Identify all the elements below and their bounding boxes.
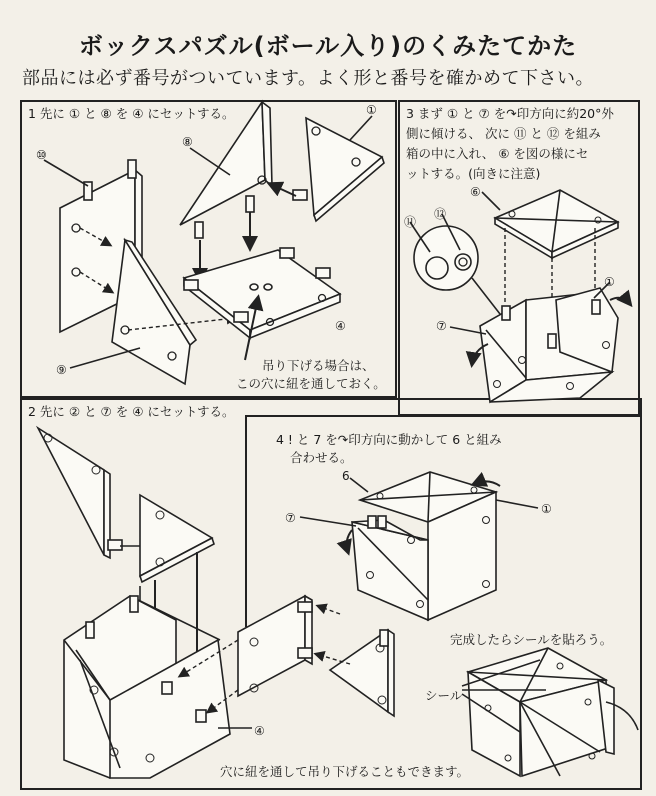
- step2-base: [64, 596, 230, 778]
- step1-piece-4: [184, 248, 340, 338]
- step2-bottom-note: 穴に紐を通して吊り下げることもできます。: [220, 764, 470, 779]
- step3-box: [480, 288, 618, 402]
- step1-piece-9: [112, 240, 196, 384]
- step4-box: [352, 472, 496, 620]
- step2-piece-5: [330, 630, 394, 716]
- step1-hang-note-line1: 吊り下げる場合は、: [262, 358, 375, 373]
- step3-label-11: ⑪: [404, 215, 417, 229]
- step1-label-10: ⑩: [36, 148, 47, 162]
- step2-instruction: 2 先に ② と ⑦ を ④ にセットする。: [28, 404, 235, 419]
- step3-label-12: ⑫: [434, 207, 447, 221]
- step2-label-4: ④: [254, 724, 265, 738]
- step3-line1: 3 まず ① と ⑦ を↷印方向に約20°外: [406, 106, 614, 121]
- page-subtitle: 部品には必ず番号がついています。よく形と番号を確かめて下さい。: [22, 68, 595, 89]
- step1-hang-note-line2: この穴に紐を通しておく。: [236, 376, 386, 391]
- finish-text: 完成したらシールを貼ろう。: [450, 632, 613, 647]
- step4-line2: 合わせる。: [290, 450, 353, 465]
- step4-line1: 4 ! と 7 を↷印方向に動かして 6 と組み: [276, 432, 502, 447]
- step3-line4: ットする。(向きに注意): [406, 166, 541, 181]
- step1-label-1: ①: [366, 103, 377, 117]
- step1-piece-1: [293, 118, 384, 221]
- page-title: ボックスパズル(ボール入り)のくみたてかた: [78, 32, 578, 60]
- step4-label-7: ⑦: [285, 511, 296, 525]
- step3-line3: 箱の中に入れ、 ⑥ を図の様にセ: [406, 146, 589, 161]
- step1-label-4: ④: [335, 319, 346, 333]
- step1-instruction: 1 先に ① と ⑧ を ④ にセットする。: [28, 106, 235, 121]
- step3-line2: 側に傾ける、 次に ⑪ と ⑫ を組み: [406, 126, 601, 141]
- step2-piece-2: [120, 495, 214, 582]
- step1-label-8: ⑧: [182, 135, 193, 149]
- step3-label-7: ⑦: [436, 319, 447, 333]
- step2-piece-7: [38, 428, 122, 558]
- seal-label: シール: [425, 688, 463, 703]
- step3-label-6: ⑥: [470, 185, 481, 199]
- step3-label-1: ①: [604, 275, 615, 289]
- step2-piece-3: [238, 596, 312, 696]
- step4-label-1: ①: [541, 502, 552, 516]
- step3-balls-inset: [410, 214, 500, 314]
- step1-piece-8: [180, 102, 272, 238]
- step4-label-6: 6: [342, 469, 350, 483]
- step1-label-9: ⑨: [56, 363, 67, 377]
- step3-piece-6: [495, 190, 618, 258]
